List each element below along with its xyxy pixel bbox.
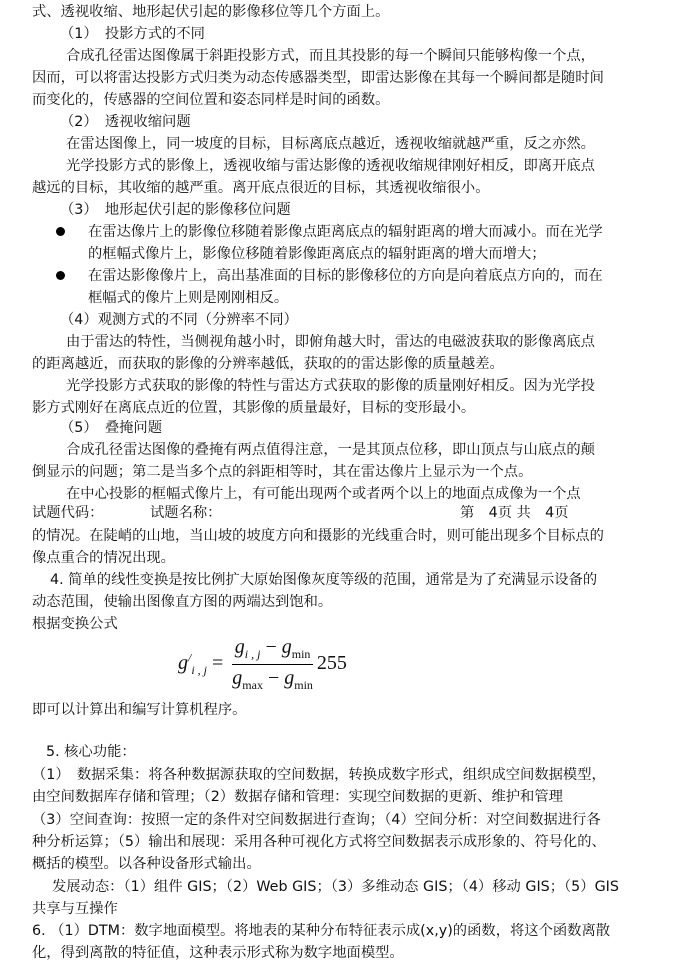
text-line: 光学投影方式的影像上，透视收缩与雷达影像的透视收缩规律刚好相反，即离开底点 — [66, 158, 595, 174]
section-heading: （5） 叠掩问题 — [60, 420, 163, 436]
text-line: 合成孔径雷达图像的叠掩有两点值得注意，一是其顶点位移，即山顶点与山底点的颠 — [66, 442, 595, 458]
bullet-icon — [56, 271, 65, 280]
text-line: 发展动态：（1）组件 GIS；（2）Web GIS；（3）多维动态 GIS；（4）移动 GIS；（5）GIS — [52, 879, 619, 895]
text-line: 的距离越近，而获取的影像的分辨率越低，获取的的雷达影像的质量越差。 — [32, 356, 504, 372]
text-line: 即可以计算出和编写计算机程序。 — [32, 702, 247, 718]
text-line: 光学投影方式获取的影像的特性与雷达方式获取的影像的质量刚好相反。因为光学投 — [66, 378, 595, 394]
text-line: 合成孔径雷达图像属于斜距投影方式，而且其投影的每一个瞬间只能够构像一个点， — [66, 48, 595, 64]
formula-prime: / — [188, 650, 192, 665]
text-line: 像点重合的情况出现。 — [32, 550, 175, 566]
formula-sub: max — [242, 678, 263, 692]
section-heading: （3） 地形起伏引起的影像移位问题 — [60, 202, 291, 218]
text-line: （3）空间查询：按照一定的条件对空间数据进行查询；（4）空间分析：对空间数据进行各 — [32, 812, 601, 828]
text-line: 的情况。在陡峭的山地，当山坡的坡度方向和摄影的光线重合时，则可能出现多个目标点的 — [32, 528, 604, 544]
text-line: 概括的模型。以各种设备形式输出。 — [32, 856, 261, 872]
text-line: （1） 数据采集：将各种数据源获取的空间数据，转换成数字形式，组织成空间数据模型， — [32, 767, 606, 783]
section-heading: （2） 透视收缩问题 — [60, 114, 191, 130]
text-line: 共享与互操作 — [32, 901, 118, 917]
text-line: 根据变换公式 — [32, 616, 118, 632]
text-line: 4. 简单的线性变换是按比例扩大原始图像灰度等级的范围，通常是为了充满显示设备的 — [50, 572, 598, 588]
text-line: 而变化的，传感器的空间位置和姿态同样是时间的函数。 — [32, 92, 390, 108]
formula-sub: min — [291, 647, 311, 661]
bullet-text: 在雷达像片上的影像位移随着影像点距离底点的辐射距离的增大而减小。而在光学 — [88, 224, 603, 240]
formula-sub: i , j — [244, 647, 261, 661]
formula-factor: 255 — [316, 652, 347, 675]
formula-minus: − — [262, 667, 285, 689]
footer-name-label: 试题名称： — [150, 505, 222, 521]
text-line: 由于雷达的特性，当侧视角越小时，即俯角越大时，雷达的电磁波获取的影像离底点 — [66, 334, 595, 350]
text-line: 动态范围，使输出图像直方图的两端达到饱和。 — [32, 594, 333, 610]
formula-denominator — [232, 665, 313, 693]
text-line: 6. （1）DTM：数字地面模型。将地表的某种分布特征表示成(x,y)的函数，将这个函数离散 — [32, 923, 611, 939]
formula-equals: = — [207, 652, 229, 675]
text-line: 影方式刚好在离底点近的位置，其影像的质量最好，目标的变形最小。 — [32, 400, 476, 416]
formula-lhs-sub: i , j — [191, 663, 208, 678]
formula-minus: − — [260, 636, 282, 658]
bullet-icon — [56, 227, 65, 236]
section-heading: （1） 投影方式的不同 — [60, 26, 205, 42]
bullet-text: 框幅式的像片上则是刚刚相反。 — [88, 290, 289, 306]
section-heading: （4）观测方式的不同（分辨率不同） — [60, 312, 298, 328]
bullet-text: 在雷达影像像片上，高出基准面的目标的影像移位的方向是向着底点方向的，而在 — [88, 268, 603, 284]
text-line: 种分析运算；（5）输出和展现：采用各种可视化方式将空间数据表示成形象的、符号化的、 — [32, 834, 606, 850]
text-line: 在雷达图像上，同一坡度的目标，目标离底点越近，透视收缩就越严重，反之亦然。 — [66, 136, 595, 152]
formula-term: g — [232, 667, 243, 689]
formula-term: g — [284, 667, 295, 689]
text-line: 因而，可以将雷达投影方式归类为动态传感器类型，即雷达影像在其每一个瞬间都是随时间 — [32, 70, 604, 86]
footer-page-info: 第 4页 共 4页 — [460, 505, 569, 521]
formula-lhs: g — [178, 652, 188, 675]
text-line: 式、透视收缩、地形起伏引起的影像移位等几个方面上。 — [32, 4, 390, 20]
section-heading: 5. 核心功能： — [46, 744, 136, 760]
formula-term: g — [281, 636, 292, 658]
text-line: 越远的目标，其收缩的越严重。离开底点很近的目标，其透视收缩很小。 — [32, 180, 490, 196]
footer-code-label: 试题代码： — [32, 505, 104, 521]
formula-sub: min — [294, 678, 313, 692]
text-line: 倒显示的问题；第二是当多个点的斜距相等时，其在雷达像片上显示为一个点。 — [32, 464, 533, 480]
formula-term: g — [234, 636, 245, 658]
formula-numerator — [232, 636, 313, 665]
text-line: 在中心投影的框幅式像片上，有可能出现两个或者两个以上的地面点成像为一个点 — [66, 486, 581, 502]
formula-fraction — [232, 636, 313, 693]
bullet-text: 的框幅式像片上，影像位移随着影像距离底点的辐射距离的增大而增大； — [88, 246, 546, 262]
linear-stretch-formula — [178, 636, 347, 693]
text-line: 由空间数据库存储和管理；（2）数据存储和管理：实现空间数据的更新、维护和管理 — [32, 789, 563, 805]
text-line: 化，得到离散的特征值，这种表示形式称为数字地面模型。 — [32, 945, 404, 961]
